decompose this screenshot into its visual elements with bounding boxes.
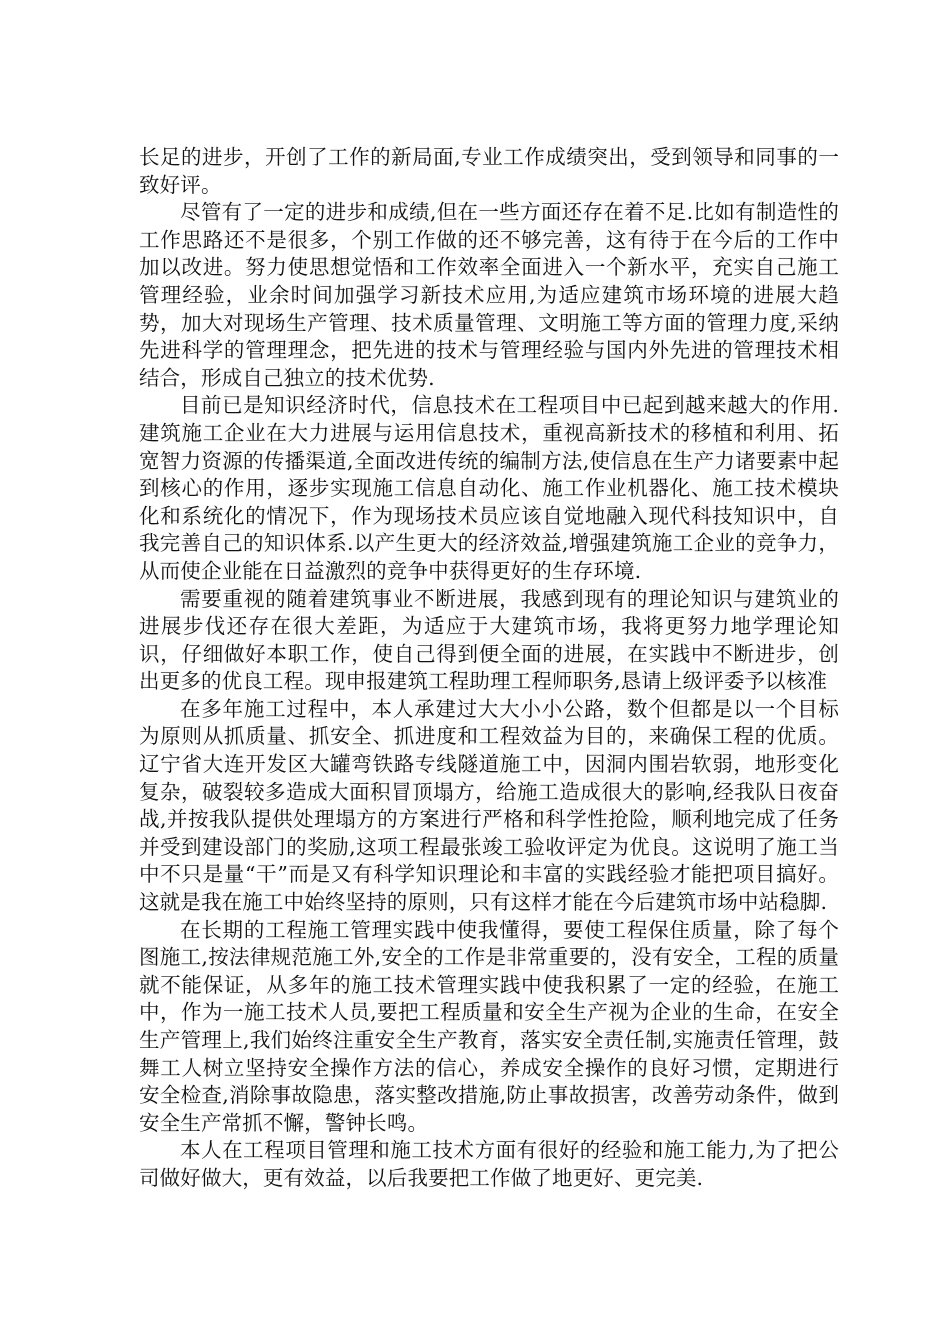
paragraph-construction-experience: 在多年施工过程中，本人承建过大大小小公路，数个但都是以一个目标为原则从抓质量、抓安全、抓进度和工程效益为目的，来确保工程的优质。辽宁省大连开发区大罐弯铁路专线隧道施工中，因洞内围岩软弱，地形变化复杂，破裂较多造成大面积冒顶塌方，给施工造成很大的影响,经我队日夜奋战,并按我队提供处理塌方的方案进行严格和科学性抢险，顺利地完成了任务并受到建设部门的奖励,这项工程最张竣工验收评定为优良。这说明了施工当中不只是量“干”而是又有科学知识理论和丰富的实践经验才能把项目搞好。这就是我在施工中始终坚持的原则，只有这样才能在今后建筑市场中站稳脚. [139,696,839,915]
paragraph-safety-management: 在长期的工程施工管理实践中使我懂得，要使工程保住质量，除了每个图施工,按法律规范施工外,安全的工作是非常重要的，没有安全，工程的质量就不能保证，从多年的施工技术管理实践中使我积累了一定的经验，在施工中，作为一施工技术人员,要把工程质量和安全生产视为企业的生命，在安全生产管理上,我们始终注重安全生产教育，落实安全责任制,实施责任管理，鼓舞工人树立坚持安全操作方法的信心，养成安全操作的良好习惯，定期进行安全检查,消除事故隐患，落实整改措施,防止事故损害，改善劳动条件，做到安全生产常抓不懈，警钟长鸣。 [139,917,839,1135]
paragraph-continuation: 长足的进步，开创了工作的新局面,专业工作成绩突出，受到领导和同事的一致好评。 [139,145,839,197]
document-body [139,144,839,1193]
paragraph-conclusion: 本人在工程项目管理和施工技术方面有很好的经验和施工能力,为了把公司做好做大，更有效益，以后我要把工作做了地更好、更完美. [139,1138,839,1190]
paragraph-application: 需要重视的随着建筑事业不断进展，我感到现有的理论知识与建筑业的进展步伐还存在很大差距，为适应于大建筑市场，我将更努力地学理论知识，仔细做好本职工作，使自己得到便全面的进展，在实践中不断进步，创出更多的优良工程。现申报建筑工程助理工程师职务,恳请上级评委予以核准 [139,586,839,694]
paragraph-shortcomings: 尽管有了一定的进步和成绩,但在一些方面还存在着不足.比如有制造性的工作思路还不是很多，个别工作做的还不够完善，这有待于在今后的工作中加以改进。努力使思想觉悟和工作效率全面进入一个新水平，充实自己施工管理经验，业余时间加强学习新技术应用,为适应建筑市场环境的进展大趋势，加大对现场生产管理、技术质量管理、文明施工等方面的管理力度,采纳先进科学的管理理念，把先进的技术与管理经验与国内外先进的管理技术相结合，形成自己独立的技术优势. [139,200,839,390]
paragraph-knowledge-economy: 目前已是知识经济时代，信息技术在工程项目中已起到越来越大的作用.建筑施工企业在大力进展与运用信息技术，重视高新技术的移植和利用、拓宽智力资源的传播渠道,全面改进传统的编制方法,使信息在生产力诸要素中起到核心的作用，逐步实现施工信息自动化、施工作业机器化、施工技术模块化和系统化的情况下，作为现场技术员应该自觉地融入现代科技知识中，自我完善自己的知识体系.以产生更大的经济效益,增强建筑施工企业的竞争力，从而使企业能在日益激烈的竞争中获得更好的生存环境. [139,393,839,583]
